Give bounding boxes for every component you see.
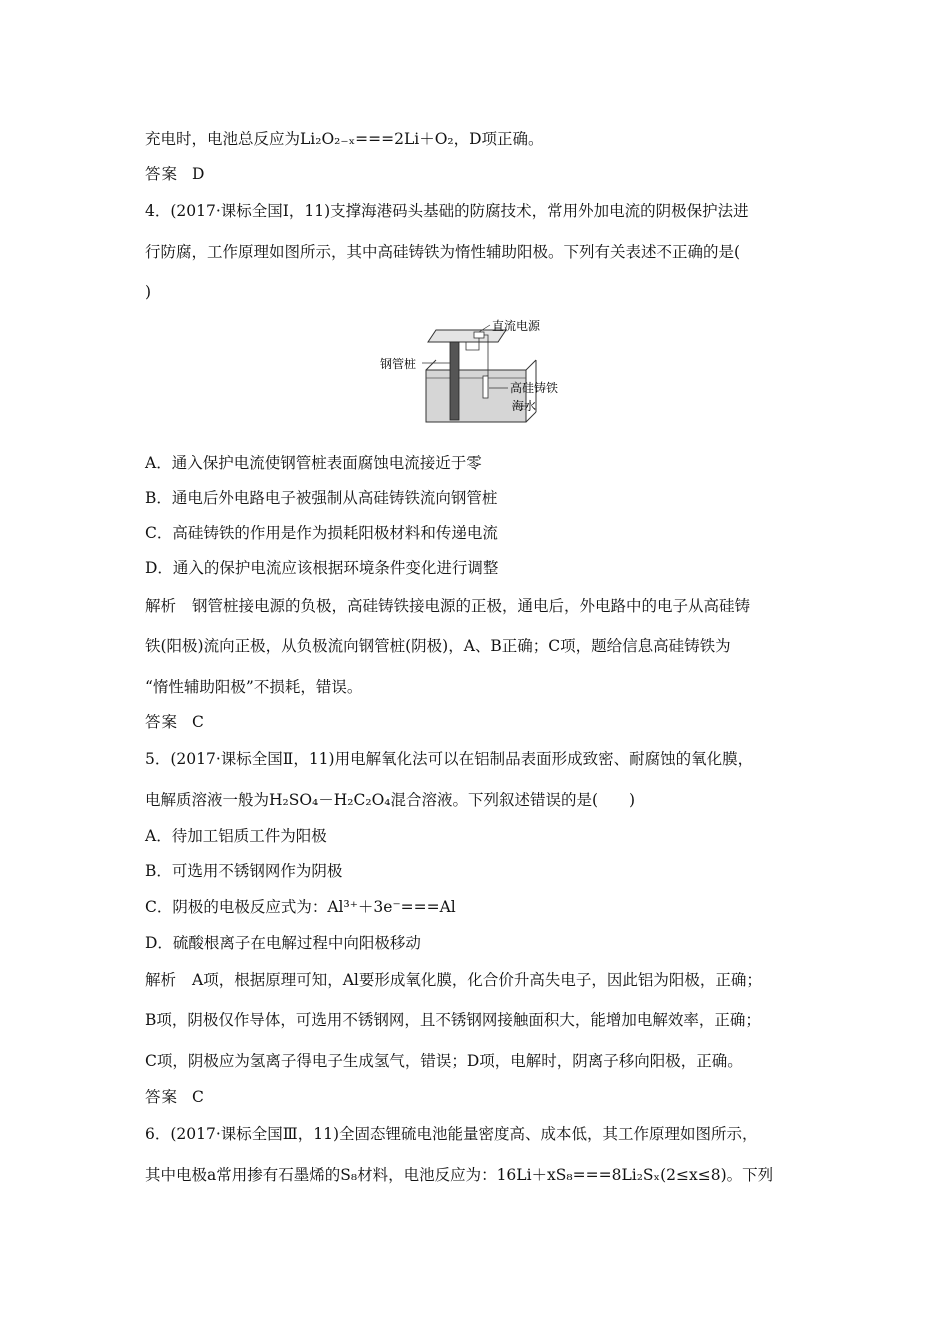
answer-label: 答案: [145, 165, 179, 183]
label-steel-pile: 钢管桩: [380, 357, 417, 371]
question-4-line: 行防腐，工作原理如图所示，其中高硅铸铁为惰性辅助阳极。下列有关表述不正确的是(: [145, 243, 741, 261]
option-d: D．通入的保护电流应该根据环境条件变化进行调整: [145, 559, 499, 577]
answer-line: [145, 1086, 204, 1108]
analysis-line: [145, 969, 762, 991]
analysis-line: [145, 595, 750, 617]
label-dc-power: 直流电源: [492, 319, 541, 333]
question-4-line: ): [145, 283, 152, 301]
analysis-line: “惰性辅助阳极”不损耗，错误。: [145, 678, 363, 696]
label-seawater: 海水: [512, 399, 537, 413]
option-b: B．通电后外电路电子被强制从高硅铸铁流向钢管桩: [145, 489, 498, 507]
option-d: D．硫酸根离子在电解过程中向阳极移动: [145, 934, 421, 952]
analysis-line: C项，阴极应为氢离子得电子生成氢气，错误；D项，电解时，阴离子移向阳极，正确。: [145, 1052, 743, 1070]
question-5-line: 电解质溶液一般为H₂SO₄－H₂C₂O₄混合溶液。下列叙述错误的是( ): [145, 791, 636, 809]
analysis-line: B项，阴极仅作导体，可选用不锈钢网，且不锈钢网接触面积大，能增加电解效率，正确；: [145, 1011, 761, 1029]
option-a: A．通入保护电流使钢管桩表面腐蚀电流接近于零: [145, 454, 482, 472]
option-a: A．待加工铝质工件为阳极: [145, 827, 327, 845]
question-6-line: 6．(2017·课标全国Ⅲ，11)全固态锂硫电池能量密度高、成本低，其工作原理如图所示，: [145, 1125, 758, 1143]
option-b: B．可选用不锈钢网作为阴极: [145, 862, 343, 880]
option-c: C．阴极的电极反应式为：Al³⁺＋3e⁻===Al: [145, 898, 456, 916]
question-5-line: 5．(2017·课标全国Ⅱ，11)用电解氧化法可以在铝制品表面形成致密、耐腐蚀的氧化膜，: [145, 750, 754, 768]
analysis-text: A项，根据原理可知，Al要形成氧化膜，化合价升高失电子，因此铝为阳极，正确；: [192, 971, 762, 989]
question-6-line: 其中电极a常用掺有石墨烯的S₈材料，电池反应为：16Li＋xS₈===8Li₂Sₓ(2≤x≤8)。下列: [145, 1166, 774, 1184]
analysis-label: 解析: [145, 597, 177, 615]
answer-line: [145, 711, 204, 733]
answer-line: [145, 163, 204, 185]
label-cast-iron: 高硅铸铁: [510, 381, 559, 395]
answer-value: C: [192, 1088, 204, 1106]
answer-value: C: [192, 713, 204, 731]
cathodic-protection-diagram: [378, 312, 578, 427]
answer-label: 答案: [145, 1088, 179, 1106]
question-4-line: 4．(2017·课标全国Ⅰ，11)支撑海港码头基础的防腐技术，常用外加电流的阴极保护法进: [145, 202, 749, 220]
analysis-text: 钢管桩接电源的负极，高硅铸铁接电源的正极，通电后，外电路中的电子从高硅铸: [192, 597, 751, 615]
answer-value: D: [192, 165, 205, 183]
analysis-label: 解析: [145, 971, 177, 989]
text-line: 充电时，电池总反应为Li₂O₂₋ₓ===2Li＋O₂，D项正确。: [145, 130, 544, 148]
option-c: C．高硅铸铁的作用是作为损耗阳极材料和传递电流: [145, 524, 498, 542]
answer-label: 答案: [145, 713, 179, 731]
analysis-line: 铁(阳极)流向正极，从负极流向钢管桩(阴极)，A、B正确；C项，题给信息高硅铸铁为: [145, 637, 731, 655]
